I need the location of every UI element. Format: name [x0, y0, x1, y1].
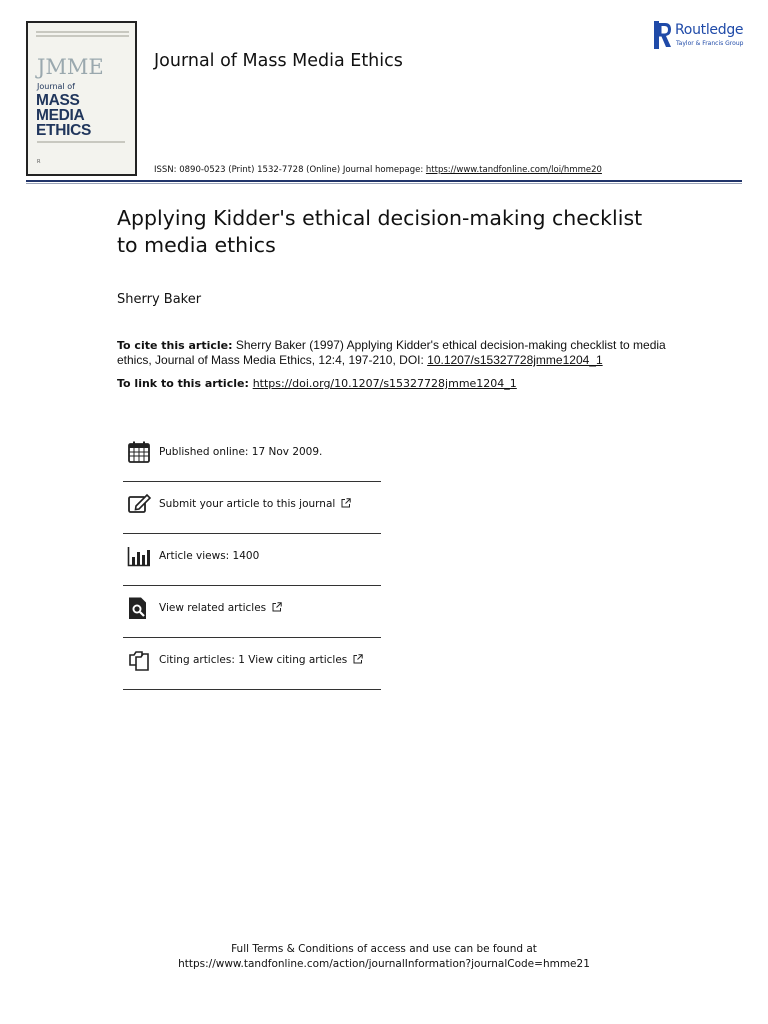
cover-abbreviation: JMME	[37, 55, 104, 79]
article-author: Sherry Baker	[117, 292, 202, 307]
article-link-label: To link to this article:	[117, 377, 253, 390]
submit-article-link[interactable]	[159, 498, 351, 510]
cover-title-line: MEDIA	[36, 107, 85, 124]
journal-title: Journal of Mass Media Ethics	[154, 51, 403, 71]
article-title-line: Applying Kidder's ethical decision-making checklist	[117, 206, 643, 230]
bar-chart-icon	[127, 544, 151, 568]
edit-icon	[127, 492, 151, 516]
article-title	[117, 205, 677, 259]
citation-text: Sherry Baker (1997) Applying Kidder's ethical decision-making checklist to media ethics, Journal of Mass Media Ethics, 12:4, 197-210, DOI:	[117, 338, 666, 367]
article-views-row	[123, 534, 381, 586]
issn-text: ISSN: 0890-0523 (Print) 1532-7728 (Online) Journal homepage:	[154, 165, 426, 175]
routledge-r-icon	[654, 21, 672, 49]
journal-cover-image	[26, 21, 137, 176]
external-link-icon	[341, 498, 351, 508]
citing-articles-link[interactable]	[159, 654, 363, 666]
header-divider	[26, 180, 742, 182]
citing-articles-label: Citing articles: 1 View citing articles	[159, 654, 348, 666]
header-divider-thin	[26, 183, 742, 184]
related-articles-label: View related articles	[159, 602, 267, 614]
published-online-text: Published online: 17 Nov 2009.	[159, 446, 323, 458]
submit-article-row[interactable]	[123, 482, 381, 534]
article-link-line	[117, 377, 517, 390]
publisher-subtitle: Taylor & Francis Group	[676, 40, 744, 47]
related-articles-row[interactable]	[123, 586, 381, 638]
external-link-icon	[272, 602, 282, 612]
publisher-logo[interactable]	[654, 21, 750, 51]
citation-label: To cite this article:	[117, 339, 233, 352]
calendar-icon	[127, 440, 151, 464]
related-articles-link[interactable]	[159, 602, 282, 614]
article-metadata-list	[123, 430, 381, 690]
citation-doi-link[interactable]: 10.1207/s15327728jmme1204_1	[427, 353, 603, 367]
footer-terms-link[interactable]: https://www.tandfonline.com/action/journalInformation?journalCode=hmme21	[178, 958, 590, 970]
external-link-icon	[353, 654, 363, 664]
footer-terms	[0, 942, 768, 972]
citation-block	[117, 338, 677, 368]
journal-homepage-link[interactable]: https://www.tandfonline.com/loi/hmme20	[425, 165, 602, 175]
footer-terms-text: Full Terms & Conditions of access and use can be found at	[231, 943, 537, 955]
article-doi-link[interactable]: https://doi.org/10.1207/s15327728jmme1204_1	[252, 377, 517, 390]
cover-title-line: ETHICS	[36, 122, 92, 139]
cover-header-lines	[36, 31, 129, 41]
submit-article-label: Submit your article to this journal	[159, 498, 336, 510]
cover-title	[36, 93, 91, 138]
article-title-line: to media ethics	[117, 233, 276, 257]
cover-subtitle-line	[37, 141, 125, 143]
issn-line	[154, 165, 602, 175]
cover-title-line: MASS	[36, 92, 80, 109]
publisher-name: Routledge	[675, 22, 744, 38]
citing-articles-row[interactable]	[123, 638, 381, 690]
cover-publisher-mark: R	[37, 159, 41, 165]
published-online-row	[123, 430, 381, 482]
cover-journal-of: Journal of	[37, 82, 75, 91]
citing-documents-icon	[127, 648, 151, 672]
document-search-icon	[127, 596, 151, 620]
article-views-text: Article views: 1400	[159, 550, 260, 562]
